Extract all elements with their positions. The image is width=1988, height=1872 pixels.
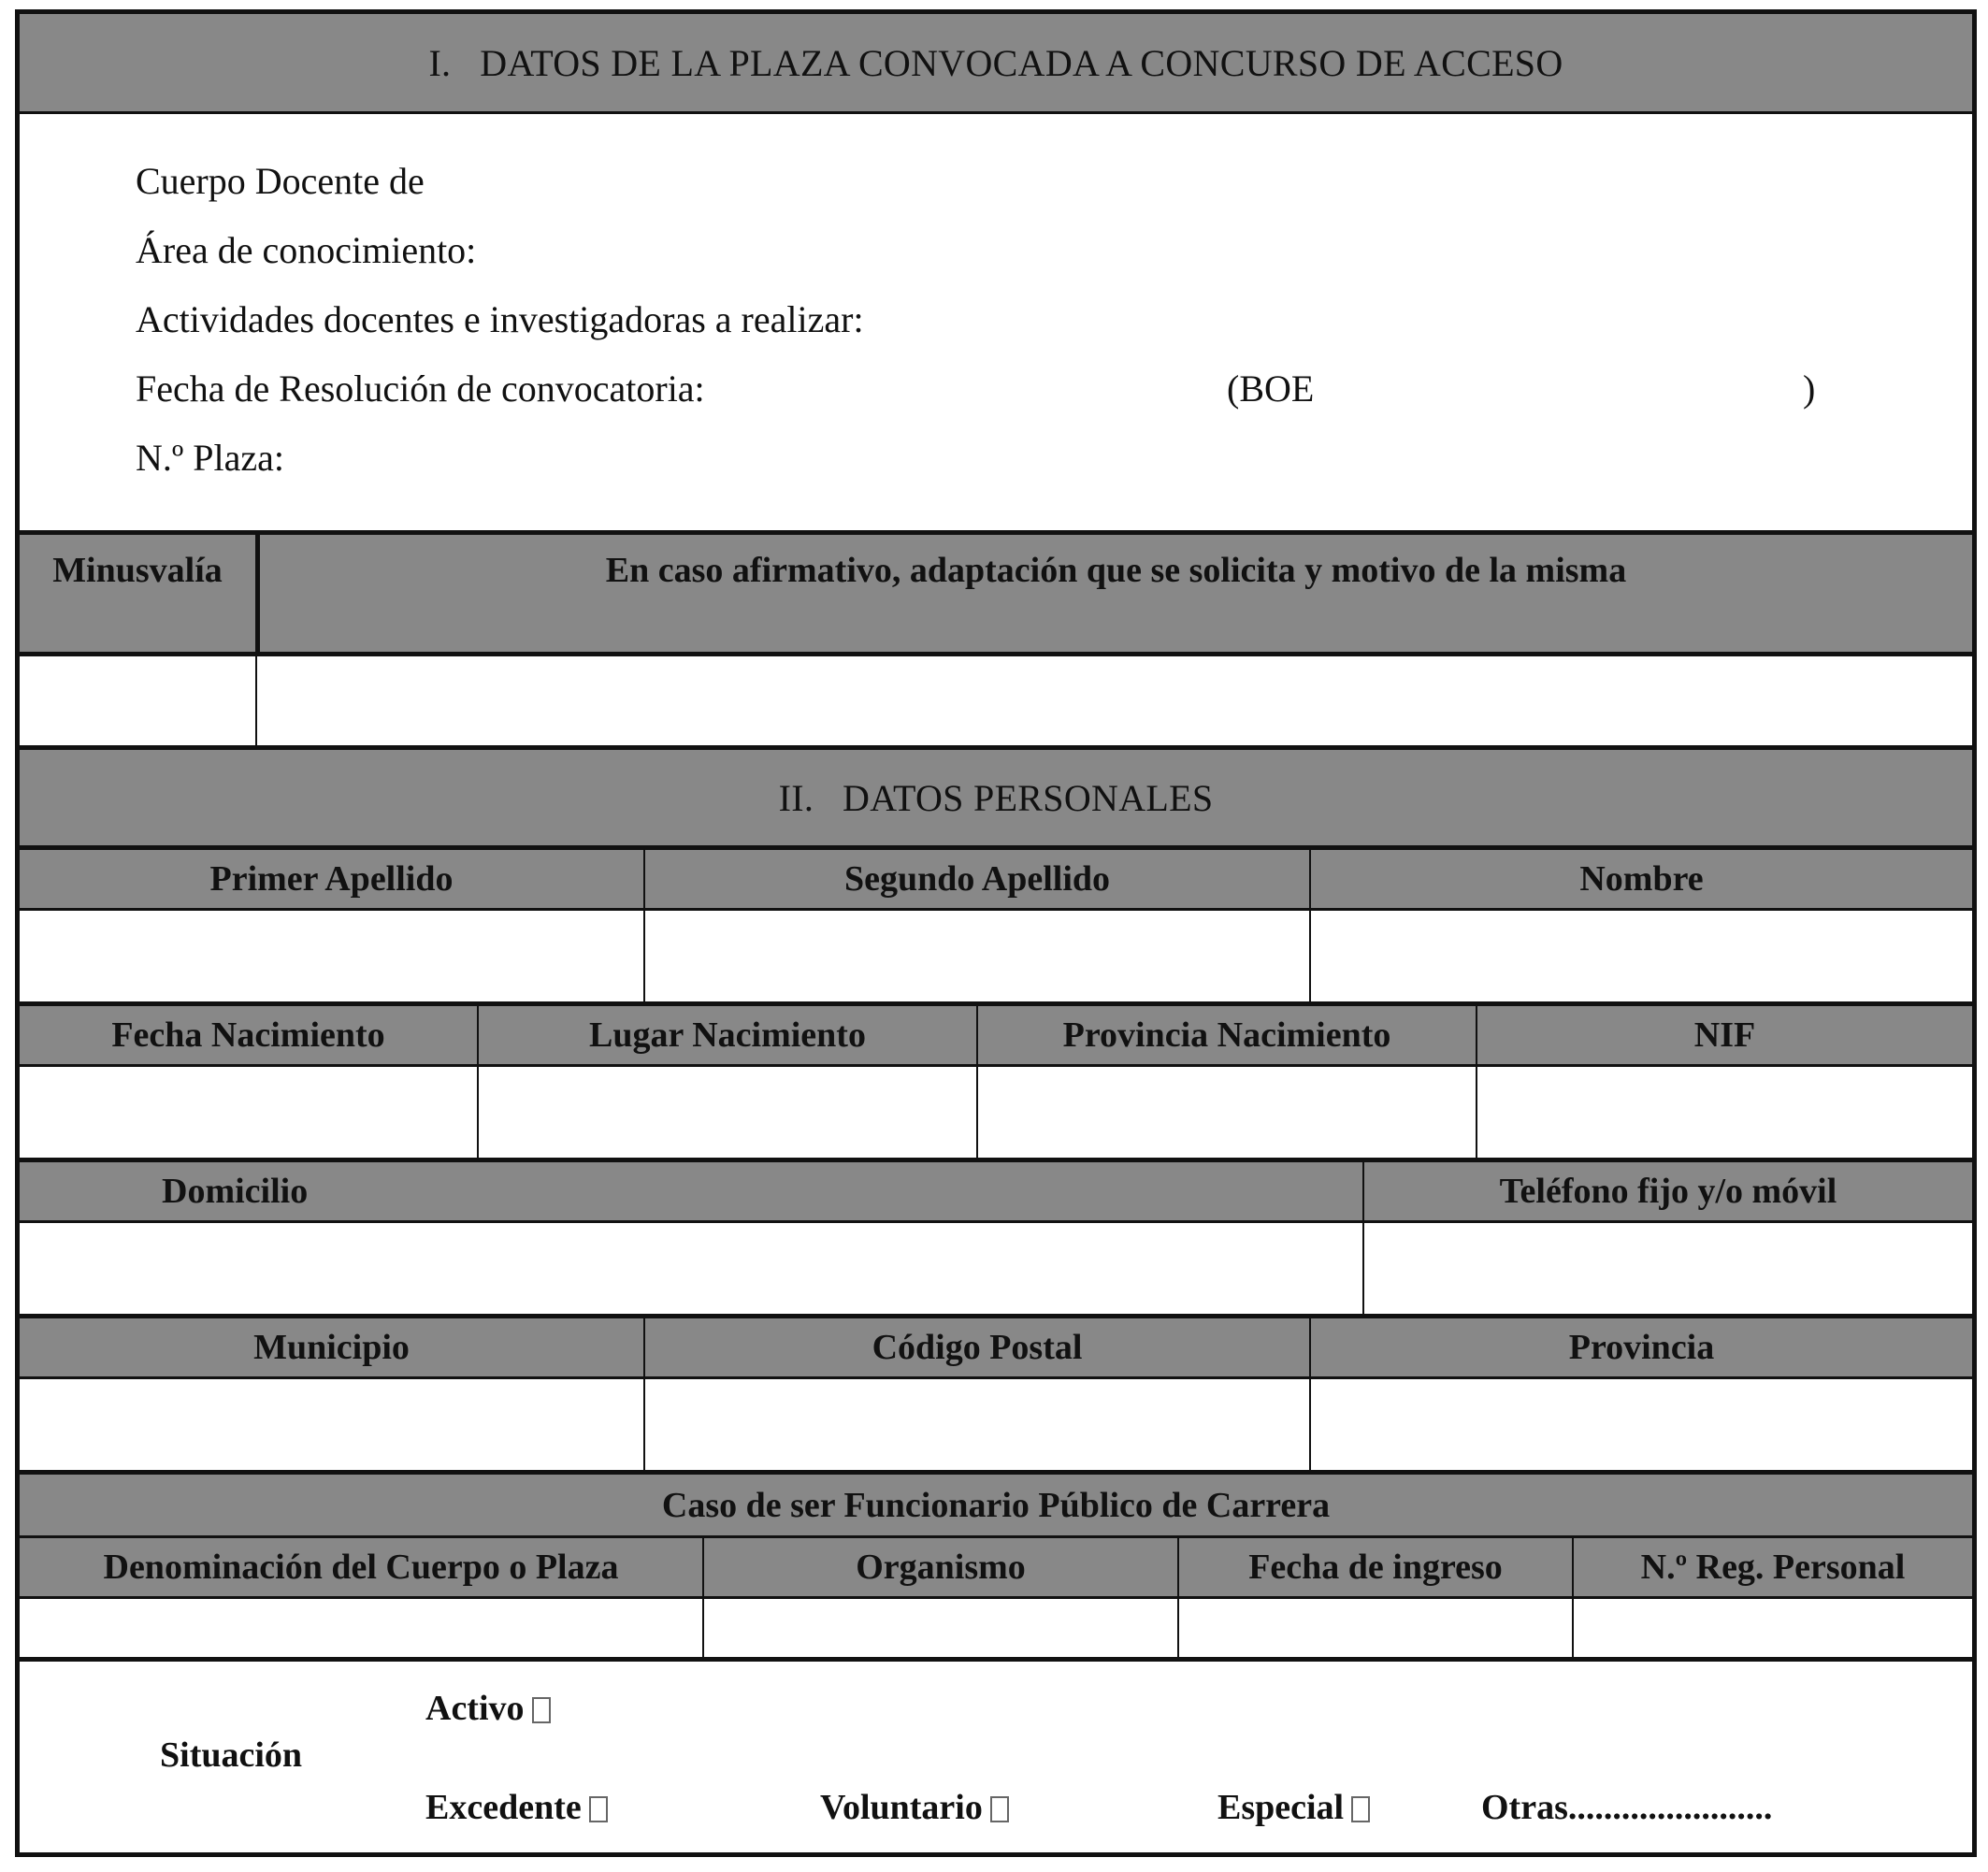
segundo-apellido-header — [643, 850, 1309, 908]
cuerpo-docente-label: Cuerpo Docente de — [136, 160, 425, 202]
funcionario-title: Caso de ser Funcionario Público de Carrera — [661, 1485, 1331, 1525]
domicilio-input[interactable] — [20, 1223, 1362, 1314]
codigo-postal-input[interactable] — [643, 1379, 1309, 1470]
especial-option[interactable] — [1217, 1787, 1370, 1828]
nombre-label: Nombre — [1579, 859, 1704, 899]
area-conocimiento-label: Área de conocimiento: — [136, 229, 477, 271]
reg-personal-header — [1572, 1538, 1972, 1596]
provincia-input[interactable] — [1309, 1379, 1972, 1470]
domicilio-header — [20, 1162, 1362, 1220]
fecha-resolucion-label: Fecha de Resolución de convocatoria: — [136, 367, 705, 410]
minusvalia-label-cell — [20, 535, 255, 652]
especial-checkbox[interactable] — [1351, 1796, 1370, 1822]
municipio-header — [20, 1318, 643, 1376]
organismo-label: Organismo — [856, 1548, 1026, 1587]
row4-inputs — [20, 1379, 1972, 1475]
nif-input[interactable] — [1476, 1067, 1972, 1158]
application-form — [15, 9, 1977, 1857]
activo-option[interactable] — [425, 1688, 551, 1729]
section1-header — [20, 14, 1972, 114]
voluntario-checkbox[interactable] — [990, 1796, 1009, 1822]
otras-field[interactable]: Otras....................... — [1481, 1788, 1773, 1827]
provincia-nacimiento-label: Provincia Nacimiento — [1062, 1015, 1391, 1055]
minusvalia-label: Minusvalía — [52, 551, 223, 590]
section2-title: II. DATOS PERSONALES — [778, 776, 1214, 819]
reg-personal-label: N.º Reg. Personal — [1640, 1548, 1906, 1587]
primer-apellido-label: Primer Apellido — [209, 859, 454, 899]
section1-title: I. DATOS DE LA PLAZA CONVOCADA A CONCURSO DE ACCESO — [428, 41, 1563, 84]
funcionario-headers — [20, 1538, 1972, 1599]
especial-label: Especial — [1217, 1788, 1345, 1827]
segundo-apellido-input[interactable] — [643, 911, 1309, 1001]
municipio-input[interactable] — [20, 1379, 643, 1470]
organismo-header — [702, 1538, 1177, 1596]
activo-label: Activo — [425, 1689, 525, 1728]
excedente-option[interactable] — [425, 1787, 608, 1828]
nombre-input[interactable] — [1309, 911, 1972, 1001]
row3-inputs — [20, 1223, 1972, 1318]
provincia-nacimiento-header — [976, 1006, 1476, 1064]
lugar-nacimiento-header — [477, 1006, 976, 1064]
domicilio-label: Domicilio — [162, 1172, 309, 1211]
row3-headers — [20, 1162, 1972, 1223]
fecha-nacimiento-input[interactable] — [20, 1067, 477, 1158]
telefono-header — [1362, 1162, 1972, 1220]
denominacion-label: Denominación del Cuerpo o Plaza — [103, 1548, 619, 1587]
excedente-checkbox[interactable] — [589, 1796, 608, 1822]
boe-open-label: (BOE — [1227, 367, 1315, 410]
row1-headers — [20, 850, 1972, 911]
reg-personal-input[interactable] — [1572, 1599, 1972, 1657]
telefono-label: Teléfono fijo y/o móvil — [1499, 1172, 1837, 1211]
fecha-ingreso-label: Fecha de ingreso — [1248, 1548, 1503, 1587]
plaza-label: N.º Plaza: — [136, 437, 285, 479]
denominacion-header — [20, 1538, 702, 1596]
primer-apellido-header — [20, 850, 643, 908]
fecha-ingreso-header — [1177, 1538, 1572, 1596]
telefono-input[interactable] — [1362, 1223, 1972, 1314]
row1-inputs — [20, 911, 1972, 1006]
row2-inputs — [20, 1067, 1972, 1162]
row4-headers — [20, 1318, 1972, 1379]
municipio-label: Municipio — [253, 1328, 410, 1367]
adaptacion-label-cell — [255, 535, 1972, 652]
provincia-nacimiento-input[interactable] — [976, 1067, 1476, 1158]
actividades-label: Actividades docentes e investigadoras a realizar: — [136, 298, 864, 340]
organismo-input[interactable] — [702, 1599, 1177, 1657]
codigo-postal-label: Código Postal — [872, 1328, 1083, 1367]
adaptacion-label: En caso afirmativo, adaptación que se solicita y motivo de la misma — [605, 551, 1627, 590]
lugar-nacimiento-input[interactable] — [477, 1067, 976, 1158]
primer-apellido-input[interactable] — [20, 911, 643, 1001]
lugar-nacimiento-label: Lugar Nacimiento — [589, 1015, 866, 1055]
boe-close-label: ) — [1803, 367, 1816, 410]
activo-checkbox[interactable] — [532, 1697, 551, 1723]
fecha-ingreso-input[interactable] — [1177, 1599, 1572, 1657]
fecha-nacimiento-label: Fecha Nacimiento — [111, 1015, 385, 1055]
situacion-section — [20, 1662, 1972, 1852]
funcionario-inputs — [20, 1599, 1972, 1662]
minusvalia-inputs — [20, 656, 1972, 750]
excedente-label: Excedente — [425, 1788, 582, 1827]
section2-header — [20, 750, 1972, 850]
voluntario-label: Voluntario — [820, 1788, 983, 1827]
nif-label: NIF — [1693, 1015, 1756, 1055]
minusvalia-header — [20, 535, 1972, 656]
denominacion-input[interactable] — [20, 1599, 702, 1657]
adaptacion-input[interactable] — [255, 656, 1972, 745]
section1-body — [20, 114, 1972, 535]
situacion-label: Situación — [160, 1735, 303, 1775]
row2-headers — [20, 1006, 1972, 1067]
voluntario-option[interactable] — [820, 1787, 1009, 1828]
nif-header — [1476, 1006, 1972, 1064]
segundo-apellido-label: Segundo Apellido — [843, 859, 1111, 899]
provincia-label: Provincia — [1568, 1328, 1715, 1367]
minusvalia-input[interactable] — [20, 656, 255, 745]
provincia-header — [1309, 1318, 1972, 1376]
funcionario-title-row — [20, 1475, 1972, 1538]
fecha-nacimiento-header — [20, 1006, 477, 1064]
codigo-postal-header — [643, 1318, 1309, 1376]
nombre-header — [1309, 850, 1972, 908]
